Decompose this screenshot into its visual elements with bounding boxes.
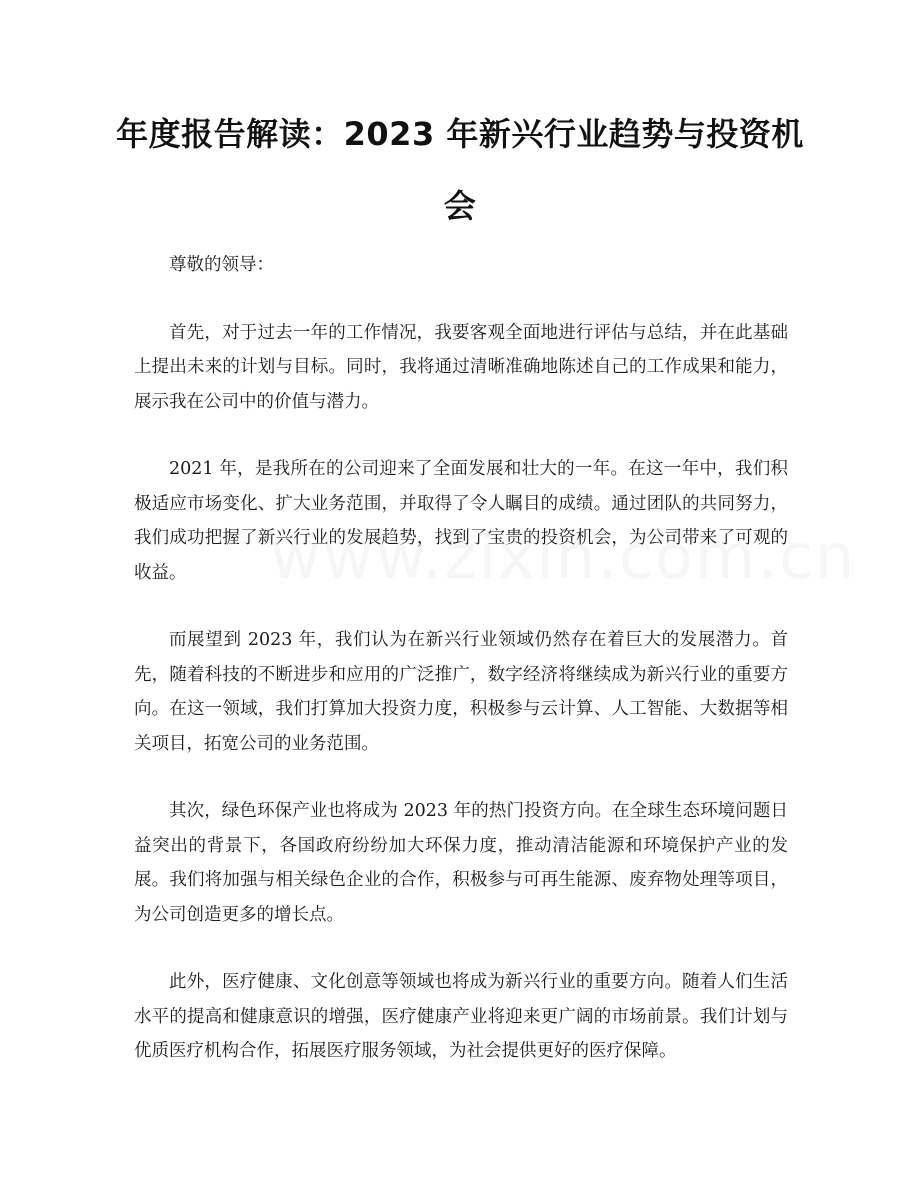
salutation: 尊敬的领导： xyxy=(169,255,274,275)
paragraph: 首先，对于过去一年的工作情况，我要客观全面地进行评估与总结，并在此基础上提出未来的计划与目标。同时，我将通过清晰准确地陈述自己的工作成果和能力，展示我在公司中的价值与潜力。 xyxy=(134,322,788,412)
document-body xyxy=(134,248,788,1102)
paragraph: 而展望到 2023 年，我们认为在新兴行业领域仍然存在着巨大的发展潜力。首先，随着科技的不断进步和应用的广泛推广，数字经济将继续成为新兴行业的重要方向。在这一领域，我们打算加大投资力度，积极参与云计算、人工智能、大数据等相关项目，拓宽公司的业务范围。 xyxy=(134,630,788,754)
paragraph: 此外，医疗健康、文化创意等领域也将成为新兴行业的重要方向。随着人们生活水平的提高和健康意识的增强，医疗健康产业将迎来更广阔的市场前景。我们计划与优质医疗机构合作，拓展医疗服务领域，为社会提供更好的医疗保障。 xyxy=(134,972,788,1061)
document-title: 年度报告解读：2023 年新兴行业趋势与投资机会 xyxy=(116,115,804,225)
paragraph: 2021 年，是我所在的公司迎来了全面发展和壮大的一年。在这一年中，我们积极适应市场变化、扩大业务范围，并取得了令人瞩目的成绩。通过团队的共同努力，我们成功把握了新兴行业的发展趋势，找到了宝贵的投资机会，为公司带来了可观的收益。 xyxy=(134,459,788,583)
paragraph: 其次，绿色环保产业也将成为 2023 年的热门投资方向。在全球生态环境问题日益突出的背景下，各国政府纷纷加大环保力度，推动清洁能源和环境保护产业的发展。我们将加强与相关绿色企业的合作，积极参与可再生能源、废弃物处理等项目，为公司创造更多的增长点。 xyxy=(134,801,788,925)
